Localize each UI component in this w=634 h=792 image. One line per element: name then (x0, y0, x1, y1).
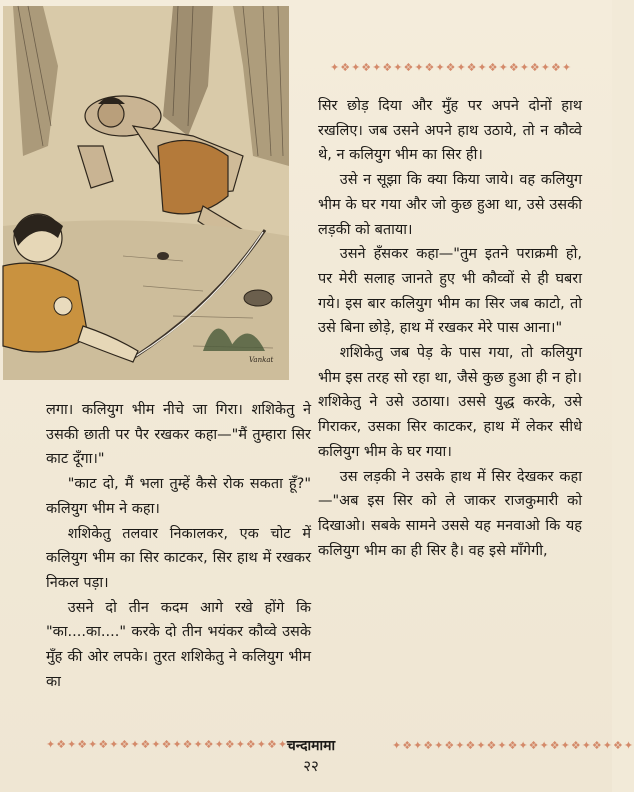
paragraph: उसे न सूझा कि क्या किया जाये। वह कलियुग भीम के घर गया और जो कुछ हुआ था, उसे उसकी लड़की को बताया। (318, 172, 582, 238)
bottom-right-ornament: ✦❖✦❖✦❖✦❖✦❖✦❖✦❖✦❖✦❖✦❖✦❖✦ (392, 739, 634, 752)
paragraph: शशिकेतु तलवार निकालकर, एक चोट में कलियुग भीम का सिर काटकर, सिर हाथ में रखकर निकल पड़ा। (46, 525, 311, 591)
paragraph: उस लड़की ने उसके हाथ में सिर देखकर कहा—"अब इस सिर को ले जाकर राजकुमारी को दिखाओ। सबके सामने उससे यह मनवाओ कि यह कलियुग भीम का ही सिर है। वह इसे माँगेगी, (318, 468, 582, 559)
story-illustration (3, 6, 289, 380)
top-ornament: ✦❖✦❖✦❖✦❖✦❖✦❖✦❖✦❖✦❖✦❖✦❖✦ (330, 61, 573, 74)
paragraph: उसने हँसकर कहा—"तुम इतने पराक्रमी हो, पर मेरी सलाह जानते हुए भी कौव्वों से ही घबरा गये। इस बार कलियुग भीम का सिर जब काटो, तो उसे बिना छोड़े, हाथ में रखकर मेरे पास आना।" (318, 246, 582, 337)
magazine-title: चन्दामामा (286, 738, 336, 754)
left-text-column (46, 398, 311, 694)
paragraph: शशिकेतु जब पेड़ के पास गया, तो कलियुग भीम इस तरह सो रहा था, जैसे कुछ हुआ ही न हो। शशिकेतु ने उसे उठाया। उससे युद्ध करके, उसे गिराकर, उसका सिर काटकर, हाथ में लेकर सीधे कलियुग भीम के घर गया। (318, 345, 582, 460)
paragraph: लगा। कलियुग भीम नीचे जा गिरा। शशिकेतु ने उसकी छाती पर पैर रखकर कहा—"मैं तुम्हारा सिर काट दूँगा।" (46, 402, 311, 468)
bottom-left-ornament: ✦❖✦❖✦❖✦❖✦❖✦❖✦❖✦❖✦❖✦❖✦❖✦ (46, 738, 289, 751)
paragraph: "काट दो, मैं भला तुम्हें कैसे रोक सकता हूँ?" कलियुग भीम ने कहा। (46, 476, 311, 517)
page-number: २२ (303, 757, 319, 775)
right-text-column (318, 94, 582, 563)
paragraph: सिर छोड़ दिया और मुँह पर अपने दोनों हाथ रखलिए। जब उसने अपने हाथ उठाये, तो न कौव्वे थे, न कलियुग भीम का सिर ही। (318, 98, 582, 164)
artist-signature: Vankat (249, 356, 274, 364)
paragraph: उसने दो तीन कदम आगे रखे होंगे कि "का....का...." करके दो तीन भयंकर कौव्वे उसके मुँह की ओर लपके। तुरत शशिकेतु ने कलियुग भीम का (46, 599, 311, 690)
sleeping-giant-and-swordsman-illustration (3, 6, 289, 380)
